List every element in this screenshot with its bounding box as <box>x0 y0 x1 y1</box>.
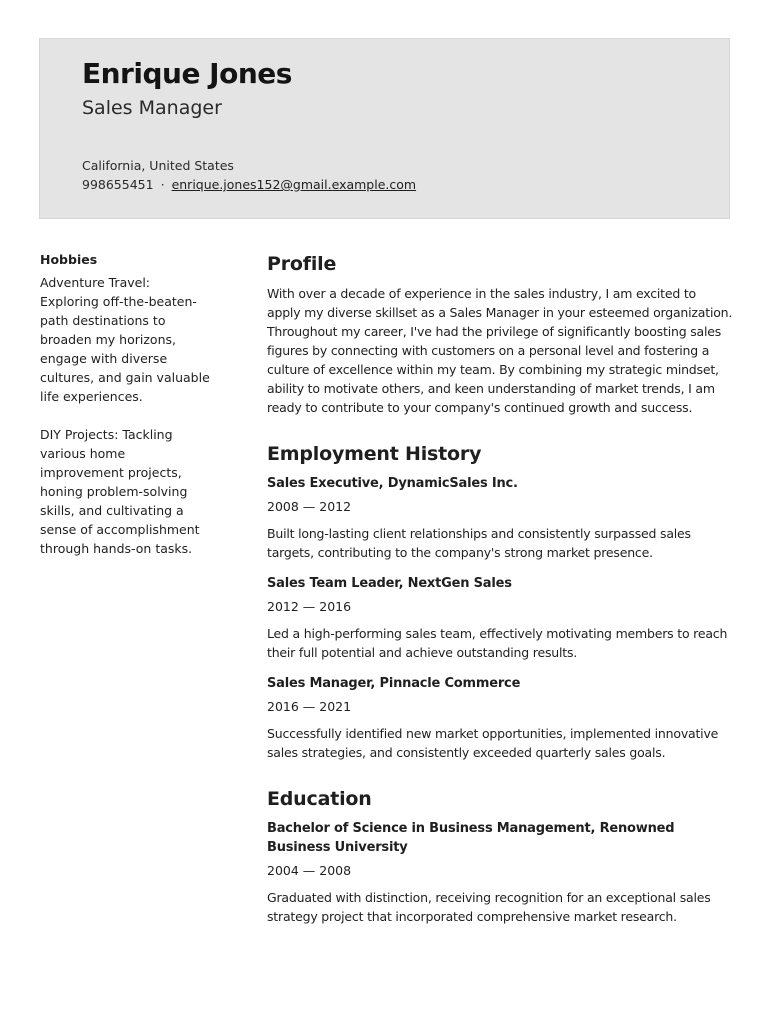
contact-line <box>82 177 416 192</box>
candidate-name: Enrique Jones <box>82 57 292 90</box>
job-description: Led a high-performing sales team, effectively motivating members to reach their full potential and achieve outstanding results. <box>267 626 728 660</box>
resume-header <box>39 38 730 219</box>
job-entry <box>267 574 733 662</box>
candidate-location: California, United States <box>82 158 234 173</box>
sidebar <box>40 252 212 577</box>
job-dates: 2012 — 2016 <box>267 599 352 614</box>
job-title: Sales Team Leader, NextGen Sales <box>267 576 512 591</box>
degree-title: Bachelor of Science in Business Management, Renowned Business University <box>267 821 675 855</box>
job-title: Sales Executive, DynamicSales Inc. <box>267 476 518 491</box>
employment-heading: Employment History <box>267 443 482 465</box>
education-entry <box>267 819 733 926</box>
profile-section <box>267 253 733 417</box>
employment-section <box>267 443 733 762</box>
education-dates: 2004 — 2008 <box>267 863 352 878</box>
education-heading: Education <box>267 788 372 810</box>
profile-heading: Profile <box>267 253 337 275</box>
profile-text: With over a decade of experience in the sales industry, I am excited to apply my diverse skillset as a Sales Manager in your esteemed organization. Throughout my career, I've had the privilege of significantly boosting sales figures by connecting with customers on a personal level and fostering a culture of excellence within my team. By combining my strategic mindset, ability to motivate others, and keen understanding of market trends, I am ready to contribute to your company's continued growth and success. <box>267 286 733 415</box>
email-link[interactable]: enrique.jones152@gmail.example.com <box>171 177 417 192</box>
job-entry <box>267 674 733 762</box>
hobby-item: Adventure Travel: Exploring off-the-beaten-path destinations to broaden my horizons, engage with diverse cultures, and gain valuable life experiences. <box>40 275 210 404</box>
job-description: Built long-lasting client relationships and consistently surpassed sales targets, contributing to the company's strong market presence. <box>267 526 691 560</box>
education-description: Graduated with distinction, receiving recognition for an exceptional sales strategy project that incorporated comprehensive market research. <box>267 890 711 924</box>
job-dates: 2016 — 2021 <box>267 699 352 714</box>
hobby-item: DIY Projects: Tackling various home improvement projects, honing problem-solving skills, and cultivating a sense of accomplishment through hands-on tasks. <box>40 427 200 556</box>
phone-number: 998655451 <box>82 177 154 192</box>
hobbies-heading: Hobbies <box>40 252 98 267</box>
main-content <box>267 253 733 952</box>
candidate-title: Sales Manager <box>82 97 222 119</box>
job-dates: 2008 — 2012 <box>267 499 352 514</box>
job-entry <box>267 474 733 562</box>
education-section <box>267 788 733 926</box>
job-title: Sales Manager, Pinnacle Commerce <box>267 676 521 691</box>
contact-separator: · <box>160 177 165 192</box>
job-description: Successfully identified new market opportunities, implemented innovative sales strategies, and consistently exceeded quarterly sales goals. <box>267 726 719 760</box>
